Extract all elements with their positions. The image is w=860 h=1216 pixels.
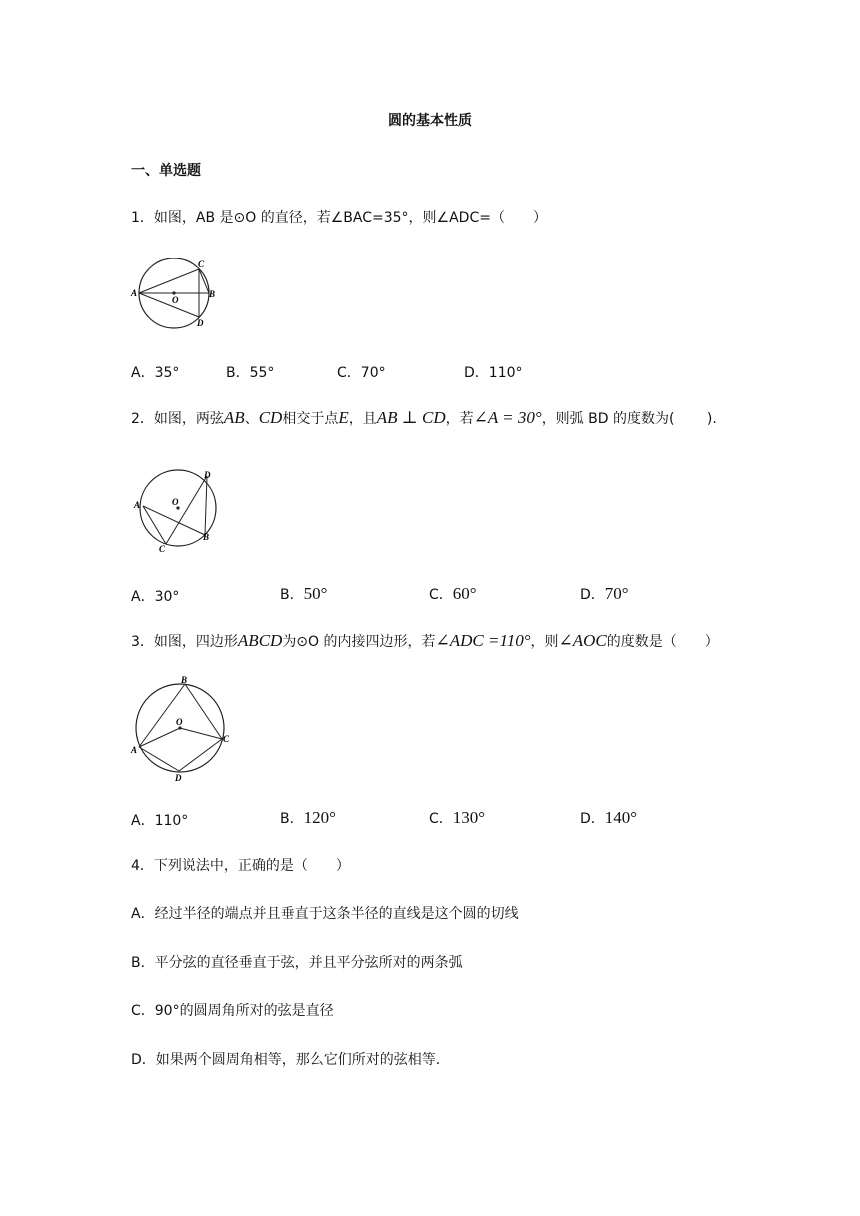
figure1-label-d: D: [197, 318, 204, 328]
figure1-label-o: O: [172, 295, 179, 305]
question-1-stem: 1．如图，AB 是⊙O 的直径，若∠BAC=35°，则∠ADC=（ ）: [131, 210, 547, 226]
q4-option-a: A．经过半径的端点并且垂直于这条半径的直线是这个圆的切线: [131, 906, 519, 922]
q2-option-a: A．30°: [131, 589, 180, 605]
q1-option-b: B．55°: [226, 365, 275, 381]
page-title: 圆的基本性质: [388, 113, 472, 129]
figure2-label-o: O: [172, 497, 179, 507]
question-2-stem: 2．如图，两弦AB、CD相交于点E，且AB ⊥ CD，若∠A = 30°，则弧 BD 的度数为( ).: [131, 408, 717, 427]
q3-option-c: C．130°: [429, 808, 486, 827]
figure3-label-d: D: [175, 773, 182, 783]
figure2-label-a: A: [134, 500, 141, 510]
figure3-label-o: O: [176, 717, 183, 727]
question-1-figure: [128, 258, 220, 330]
q1-option-c: C．70°: [337, 365, 386, 381]
question-4-stem: 4．下列说法中，正确的是（ ）: [131, 858, 350, 874]
figure1-label-b: B: [209, 289, 216, 299]
question-3-figure: [128, 674, 240, 786]
question-3-stem: 3．如图，四边形ABCD为⊙O 的内接四边形，若∠ADC =110°，则∠AOC的度数是（ ）: [131, 631, 719, 650]
figure3-label-c: C: [223, 734, 230, 744]
figure2-label-b: B: [203, 532, 210, 542]
section-heading: 一、单选题: [131, 163, 201, 179]
q1-option-d: D．110°: [464, 365, 523, 381]
figure1-label-a: A: [131, 288, 138, 298]
figure2-label-d: D: [204, 470, 211, 480]
figure3-label-b: B: [181, 675, 188, 685]
q3-option-d: D．140°: [580, 808, 638, 827]
q2-option-c: C．60°: [429, 584, 477, 603]
figure1-label-c: C: [198, 259, 205, 269]
q1-option-a: A．35°: [131, 365, 180, 381]
q4-option-c: C．90°的圆周角所对的弦是直径: [131, 1003, 334, 1019]
figure2-label-c: C: [159, 544, 166, 554]
question-2-figure: [128, 468, 224, 554]
q4-option-b: B．平分弦的直径垂直于弦，并且平分弦所对的两条弧: [131, 955, 463, 971]
q2-option-b: B．50°: [280, 584, 328, 603]
q3-option-b: B．120°: [280, 808, 336, 827]
figure3-label-a: A: [131, 745, 138, 755]
q2-option-d: D．70°: [580, 584, 629, 603]
q4-option-d: D．如果两个圆周角相等，那么它们所对的弦相等.: [131, 1052, 441, 1068]
q3-option-a: A．110°: [131, 813, 189, 829]
